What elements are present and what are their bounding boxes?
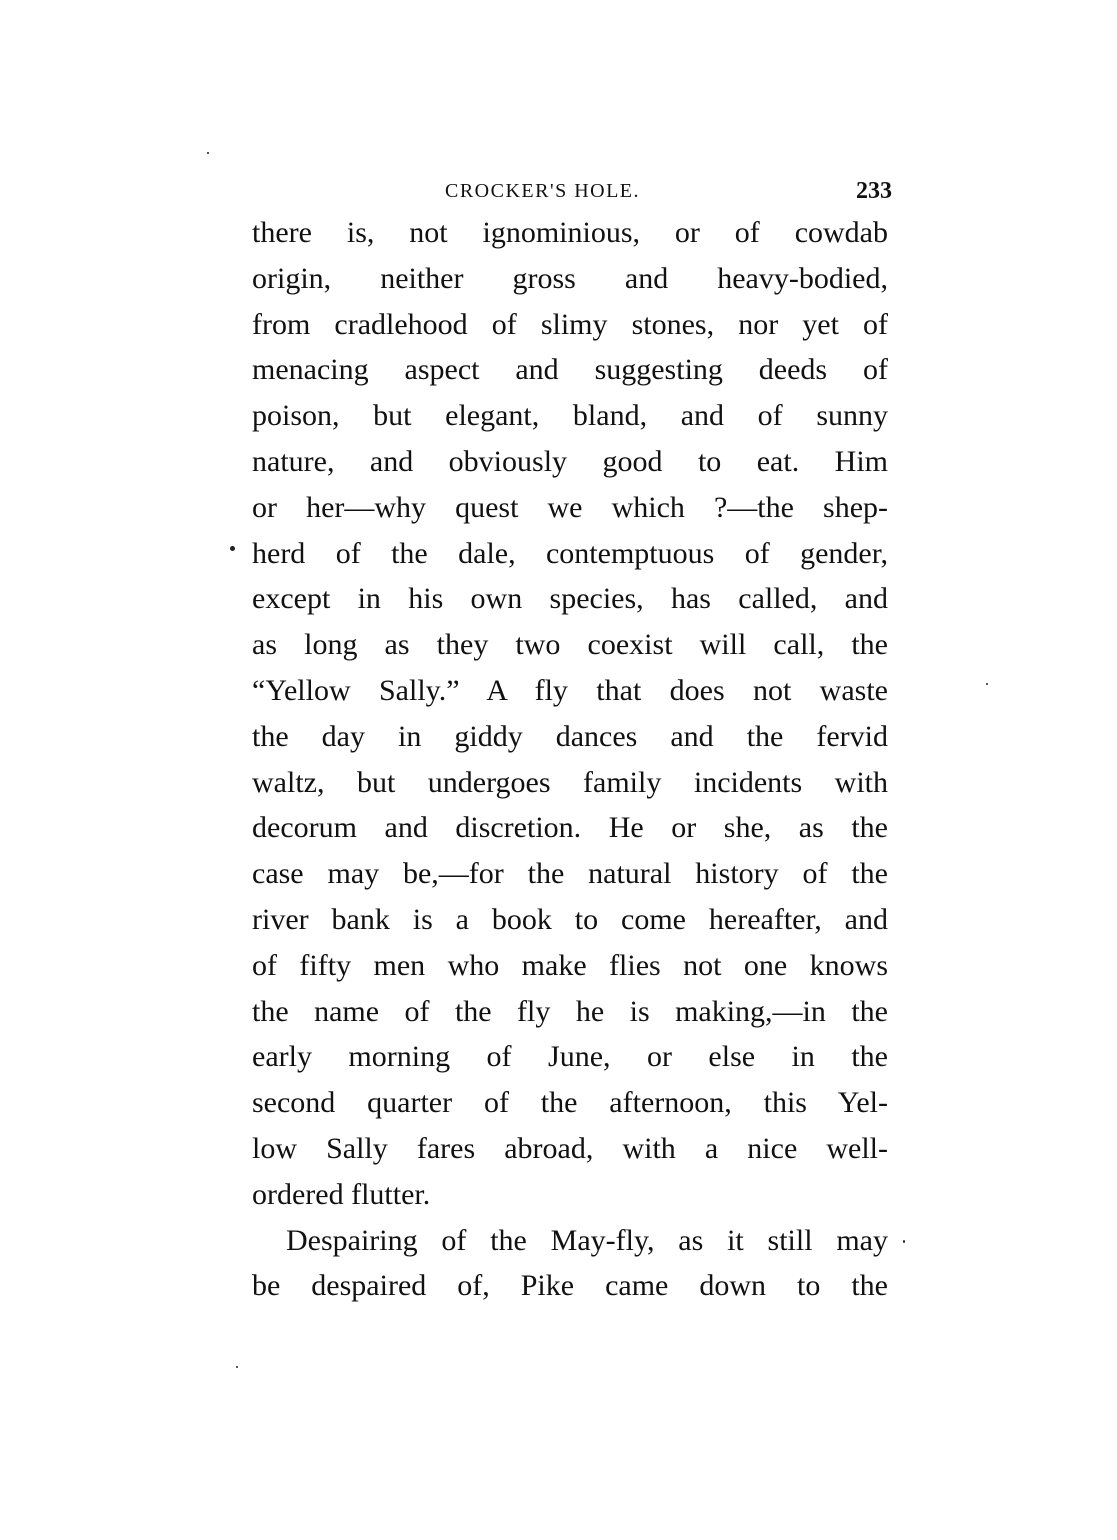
paragraph-1 (252, 210, 888, 1218)
text-line: the name of the fly he is making,—in the (252, 994, 888, 1028)
text-line: of fifty men who make flies not one knows (252, 948, 888, 982)
running-title: CROCKER'S HOLE. (445, 180, 641, 202)
text-line: waltz, but undergoes family incidents with (252, 765, 888, 799)
text-line: decorum and discretion. He or she, as the (252, 811, 888, 845)
text-line: ordered flutter. (252, 1177, 431, 1211)
paragraph-2 (252, 1218, 888, 1310)
text-line: herd of the dale, contemptuous of gender, (252, 536, 888, 570)
text-line: nature, and obviously good to eat. Him (252, 444, 888, 478)
text-line: origin, neither gross and heavy-bodied, (252, 261, 888, 295)
scan-speck (903, 1240, 905, 1243)
text-line: early morning of June, or else in the (252, 1040, 888, 1074)
text-line: there is, not ignominious, or of cowdab (252, 216, 888, 249)
text-line: poison, but elegant, bland, and of sunny (252, 399, 888, 433)
text-line: or her—why quest we which ?—the shep- (252, 490, 888, 524)
text-line: the day in giddy dances and the fervid (252, 719, 888, 753)
text-line: second quarter of the afternoon, this Yel- (252, 1086, 888, 1120)
text-line: low Sally fares abroad, with a nice well- (252, 1131, 888, 1165)
scan-speck (207, 152, 209, 154)
text-line: river bank is a book to come hereafter, and (252, 902, 888, 936)
running-head (252, 178, 902, 210)
text-line: menacing aspect and suggesting deeds of (252, 353, 888, 387)
scan-speck (986, 683, 988, 685)
text-line: from cradlehood of slimy stones, nor yet of (252, 307, 888, 341)
scan-speck (236, 1366, 238, 1368)
text-line: Despairing of the May-fly, as it still may (286, 1223, 888, 1257)
text-line: case may be,—for the natural history of the (252, 857, 888, 891)
text-line: except in his own species, has called, and (252, 582, 888, 616)
text-line: be despaired of, Pike came down to the (252, 1269, 888, 1303)
page-number: 233 (856, 178, 892, 204)
body-text (252, 210, 888, 1309)
text-line: as long as they two coexist will call, the (252, 628, 888, 662)
scan-speck (230, 546, 235, 551)
text-line: “Yellow Sally.” A fly that does not waste (252, 673, 888, 707)
